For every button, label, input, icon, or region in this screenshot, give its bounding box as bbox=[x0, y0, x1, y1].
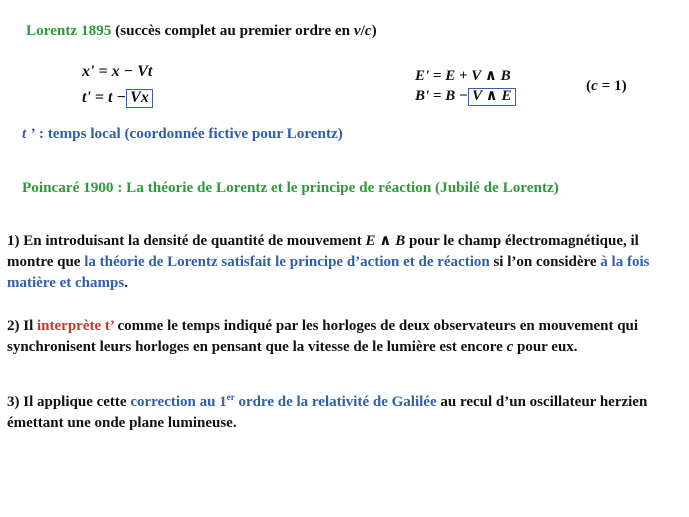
lorentz-1895-heading: Lorentz 1895 (succès complet au premier ordre en v/c) bbox=[26, 22, 377, 39]
local-time-note: t ’ : temps local (coordonnée fictive pour Lorentz) bbox=[22, 125, 343, 142]
equation-e-prime: E' = E + V ∧ B bbox=[415, 68, 511, 84]
paragraph-1: 1) En introduisant la densité de quantité de mouvement E ∧ B pour le champ électromagnétique, il montre que la théorie de Lorentz satisfait le principe d’action et de réaction si l’on considère à la fois matière et champs. bbox=[7, 233, 650, 291]
c-equals-one: (c = 1) bbox=[586, 77, 627, 94]
heading-lorentz-1895: Lorentz 1895 bbox=[26, 22, 112, 39]
paragraph-2: 2) Il interprète t’ comme le temps indiqué par les horloges de deux observateurs en mouvement qui synchronisent leurs horloges en pensant que la vitesse de le lumière est encore c pour eux. bbox=[7, 318, 639, 355]
correction-highlight: correction au 1er ordre de la relativité de Galilée bbox=[130, 392, 437, 410]
paragraph-3: 3) Il applique cette correction au 1er ordre de la relativité de Galilée au recul d’un oscillateur herzien émettant une onde plane lumineuse. bbox=[7, 392, 648, 431]
matter-and-fields-highlight: à la fois matière et champs bbox=[7, 254, 650, 291]
equation-x-prime: x' = x − Vt bbox=[82, 63, 153, 80]
boxed-term-v-wedge-e: V ∧ E bbox=[468, 88, 515, 106]
interprete-highlight: interprète t’ bbox=[37, 318, 114, 334]
boxed-term-vx: Vx bbox=[126, 89, 153, 108]
lorentz-theory-highlight: la théorie de Lorentz satisfait le principe d’action et de réaction bbox=[84, 254, 490, 270]
poincare-1900-heading: Poincaré 1900 : La théorie de Lorentz et le principe de réaction (Jubilé de Lorentz) bbox=[22, 179, 559, 196]
equation-b-prime: B' = B − V ∧ E bbox=[415, 88, 516, 106]
equation-t-prime: t' = t − Vx bbox=[82, 89, 153, 108]
